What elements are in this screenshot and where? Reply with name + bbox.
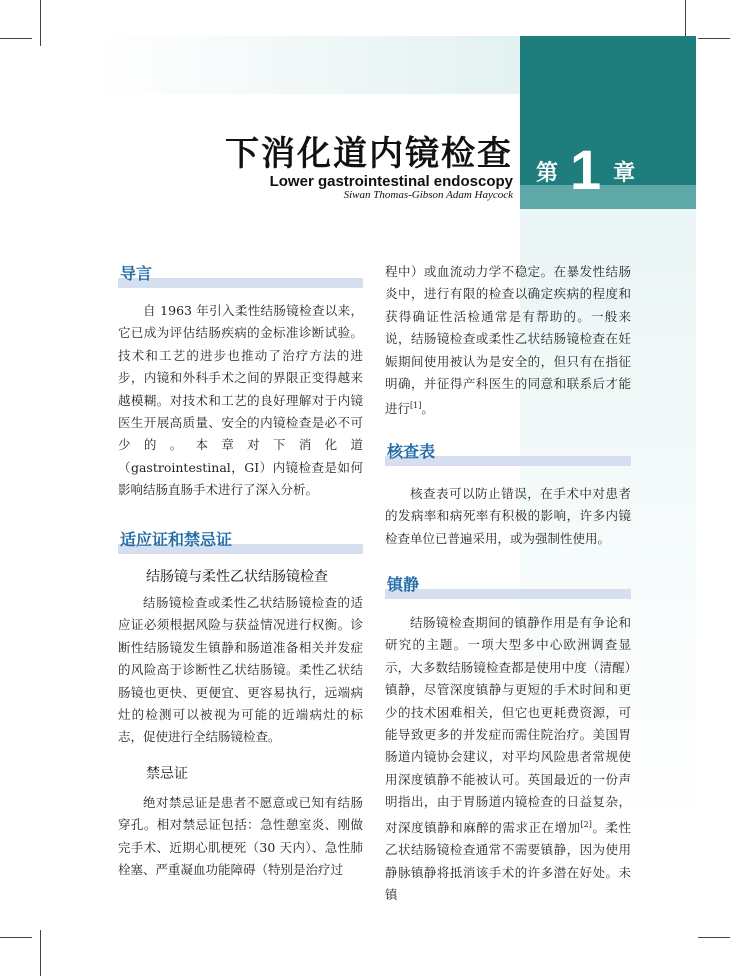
intro-paragraph: 自 1963 年引入柔性结肠镜检查以来，它已成为评估结肠疾病的金标准诊断试验。技术和工艺的进步也推动了治疗方法的进步，内镜和外科手术之间的界限正变得越来越模糊。对技术和工艺的良好理解对于内镜医生开展高质量、安全的内镜检查是必不可少的。本章对下消化道（gastrointestinal，GI）内镜检查是如何影响结肠直肠手术进行了深入分析。: [118, 303, 363, 498]
citation-1: [1]: [410, 401, 422, 411]
header-band: [95, 36, 520, 94]
checklist-heading: [385, 440, 631, 470]
chapter-title: 下消化道内镜检查: [225, 134, 513, 174]
intro-heading: [118, 262, 363, 292]
crop-mark: [40, 930, 41, 976]
crop-mark: [698, 937, 730, 938]
contraindications-paragraph: 绝对禁忌证是患者不愿意或已知有结肠穿孔。相对禁忌证包括：急性憩室炎、刚做完手术、近期心肌梗死（30 天内）、急性肺栓塞、严重凝血功能障碍（特别是治疗过: [118, 795, 363, 878]
citation-2: [2]: [580, 819, 592, 829]
sedation-heading-text: 镇静: [387, 575, 420, 594]
checklist-heading-text: 核查表: [387, 442, 436, 461]
indications-heading: [118, 528, 363, 558]
crop-mark: [0, 937, 32, 938]
contraindications-subheading: 禁忌证: [146, 766, 188, 782]
crop-mark: [40, 0, 41, 46]
continued-end: 。: [421, 401, 434, 417]
chapter-title-english: Lower gastrointestinal endoscopy: [269, 173, 513, 190]
chapter-number: 1: [570, 138, 602, 201]
indications-heading-text: 适应证和禁忌证: [120, 530, 233, 549]
sedation-paragraph: [385, 612, 631, 906]
sedation-text: 结肠镜检查期间的镇静作用是有争论和研究的主题。一项大型多中心欧洲调查显示，大多数结肠镜检查都是使用中度（清醒）镇静，尽管深度镇静与更短的手术时间和更少的技术困难相关，但它也更耗费资源，可能导致更多的并发症而需住院治疗。美国胃肠道内镜协会建议，对平均风险患者常规使用深度镇静不能被认可。英国最近的一份声明指出，由于胃肠道内镜检查的日益复杂，对深度镇静和麻醉的需求正在增加: [385, 615, 631, 835]
sedation-heading: [385, 573, 631, 603]
intro-heading-text: 导言: [120, 264, 153, 283]
checklist-paragraph: 核查表可以防止错误，在手术中对患者的发病率和病死率有积极的影响，许多内镜检查单位已普遍采用，或为强制性使用。: [385, 486, 631, 546]
sedation-text-cont: 。柔性乙状结肠镜检查通常不需要镇静，因为使用静脉镇静将抵消该手术的许多潜在好处。未镇: [385, 819, 631, 903]
authors: Siwan Thomas-Gibson Adam Haycock: [343, 189, 513, 201]
chapter-suffix: 章: [613, 160, 636, 186]
chapter-label: [536, 128, 636, 201]
colonoscopy-subheading: 结肠镜与柔性乙状结肠镜检查: [146, 569, 328, 585]
heading-bar: [118, 278, 363, 288]
continued-text: 程中）或血流动力学不稳定。在暴发性结肠炎中，进行有限的检查以确定疾病的程度和获得确证性活检通常是有帮助的。一般来说，结肠镜检查或柔性乙状结肠镜检查在妊娠期间使用被认为是安全的，但只有在指征明确，并征得产科医生的同意和联系后才能进行: [385, 264, 631, 417]
crop-mark: [0, 38, 32, 39]
chapter-prefix: 第: [536, 160, 559, 186]
indications-paragraph: 结肠镜检查或柔性乙状结肠镜检查的适应证必须根据风险与获益情况进行权衡。诊断性结肠镜发生镇静和肠道准备相关并发症的风险高于诊断性乙状结肠镜。柔性乙状结肠镜也更快、更便宜、更容易执行，远端病灶的检测可以被视为可能的近端病灶的标志，促使进行全结肠镜检查。: [118, 595, 363, 745]
continued-paragraph: [385, 261, 631, 421]
heading-bar: [385, 589, 631, 599]
crop-mark: [698, 38, 730, 39]
